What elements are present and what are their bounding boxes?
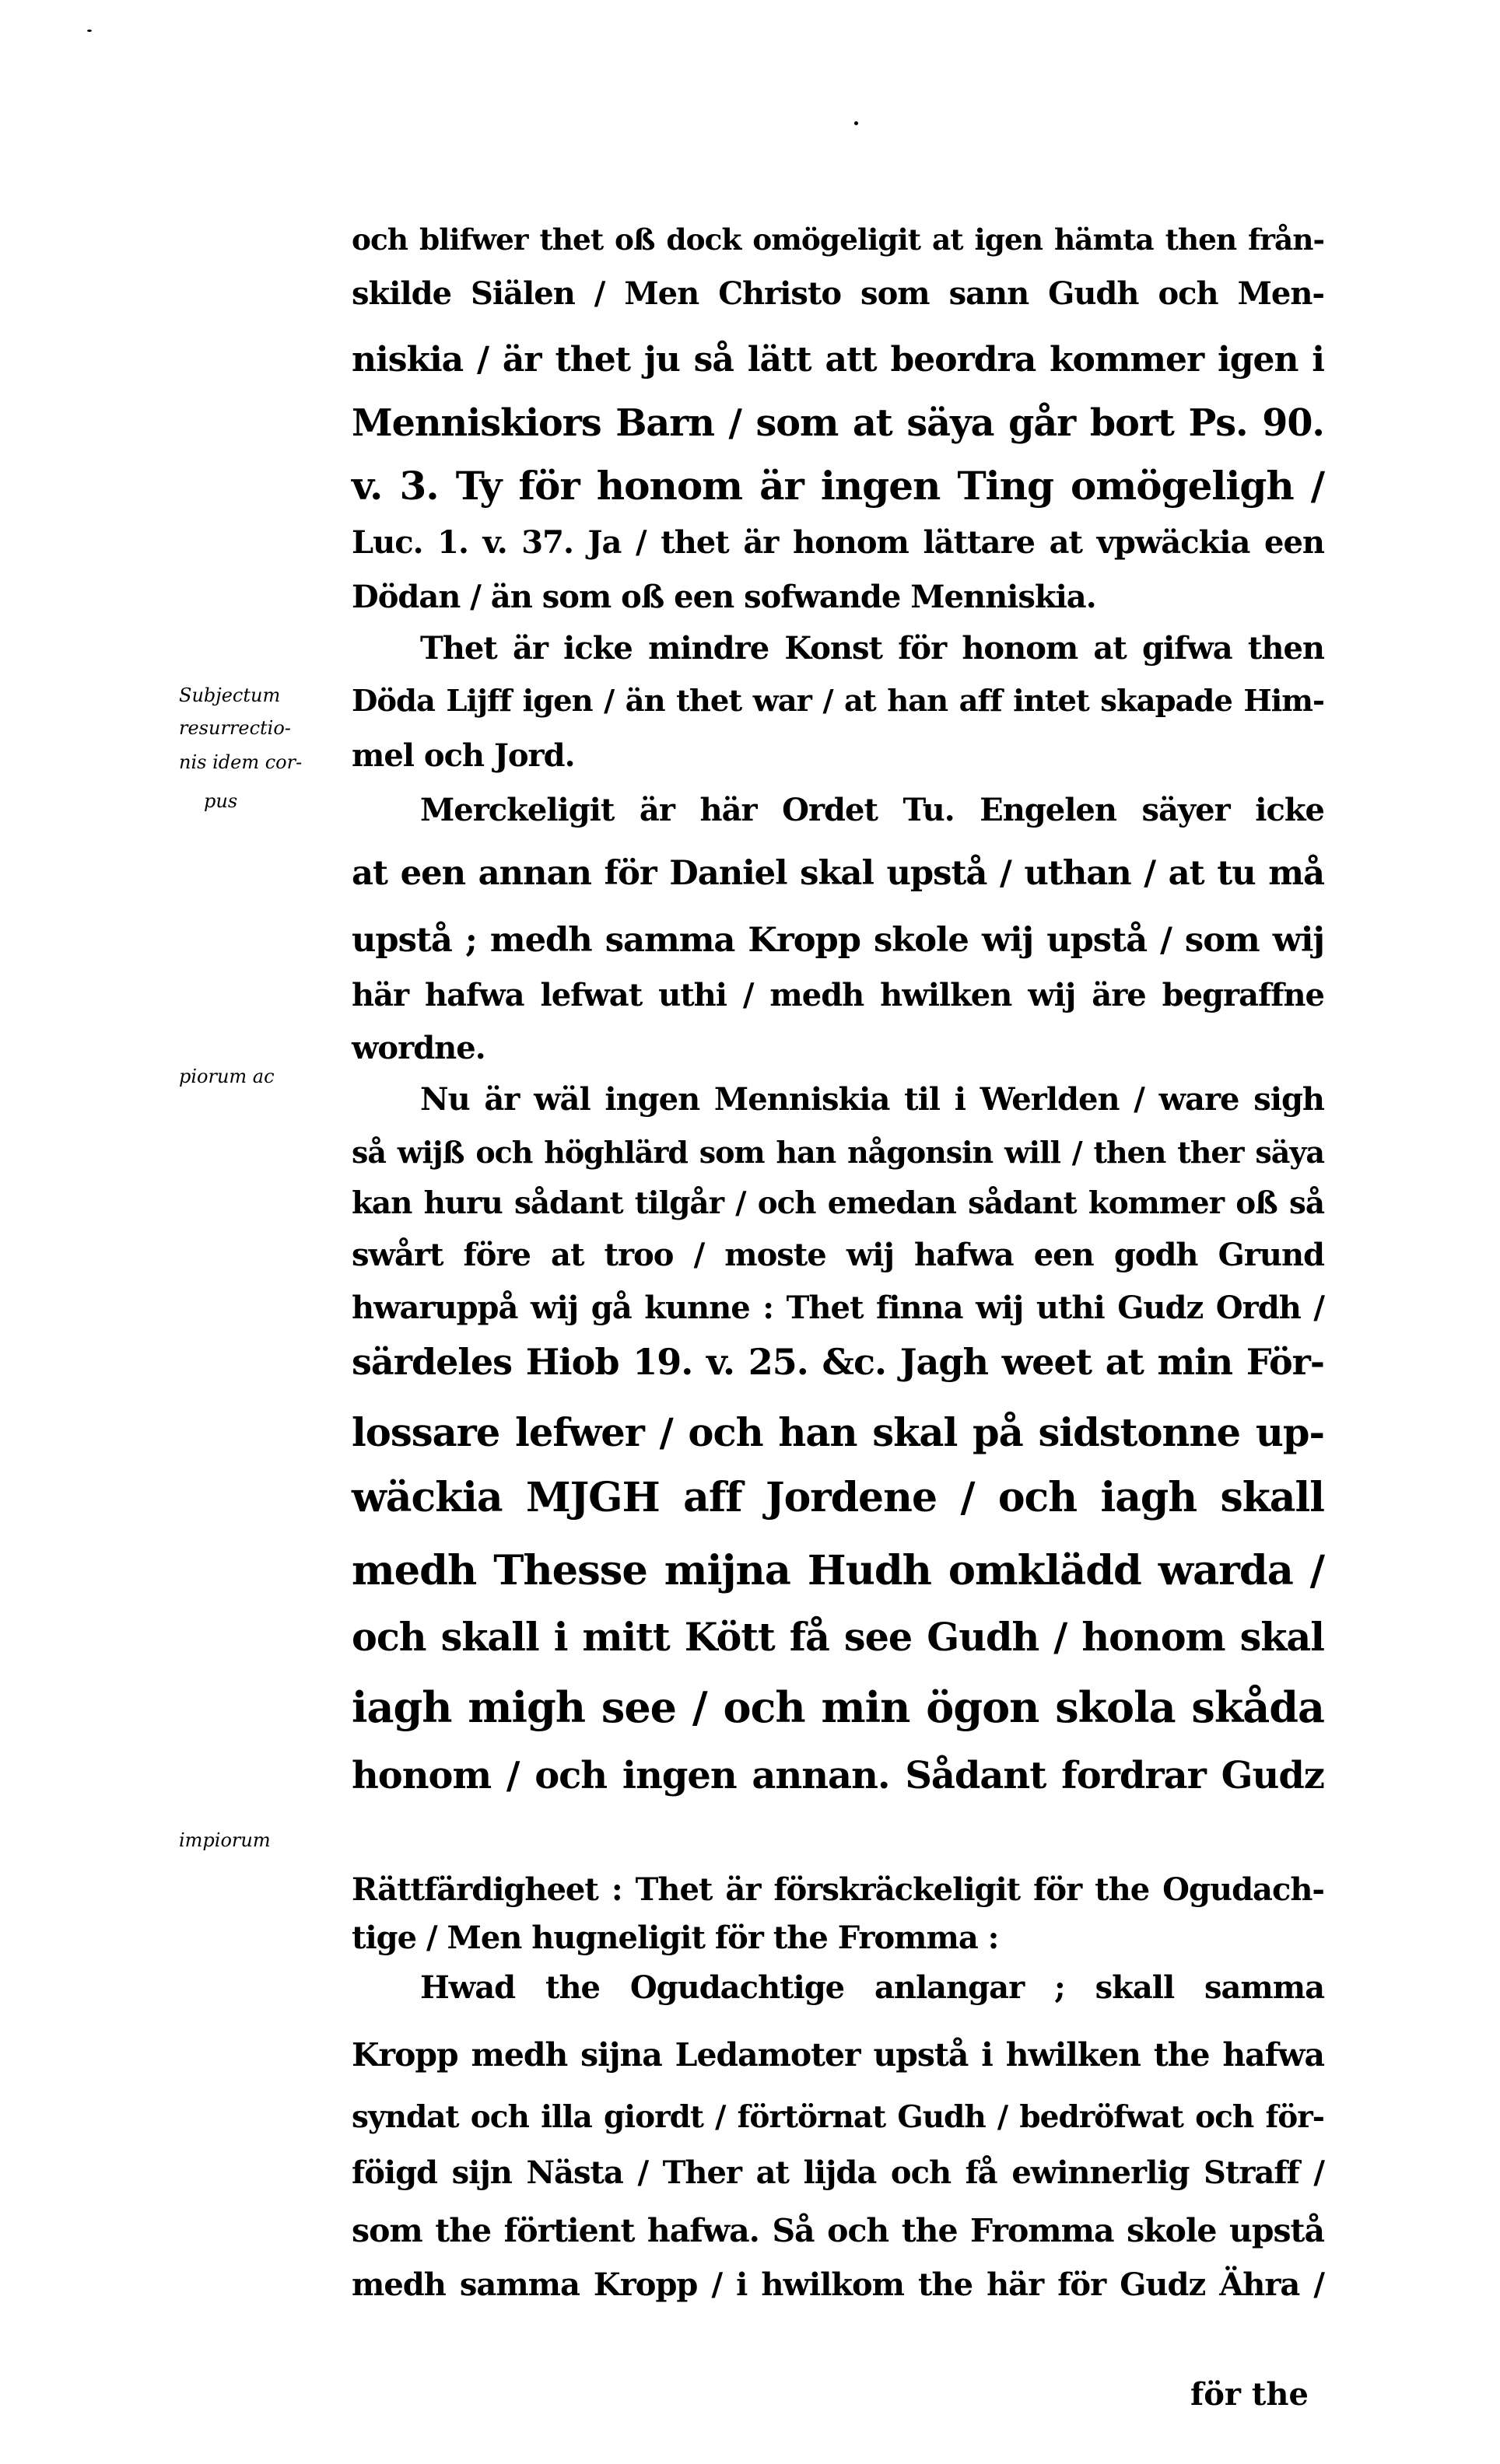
text-line: Nu är wäl ingen Menniskia til i Werlden / ware sigh <box>420 1081 1324 1118</box>
text-line: tige / Men hugneligit för the Fromma : <box>352 1920 999 1956</box>
text-line: Thet är icke mindre Konst för honom at gifwa then <box>420 630 1324 667</box>
text-line: föigd sijn Nästa / Ther at lijda och få ewinnerlig Straff / <box>352 2154 1324 2191</box>
text-line: iagh migh see / och min ögon skola skåda <box>352 1682 1324 1732</box>
text-line: och blifwer thet oß dock omögeligit at igen hämta then från- <box>352 222 1324 257</box>
text-line: Luc. 1. v. 37. Ja / thet är honom lättare at vpwäckia een <box>352 524 1324 561</box>
text-line: at een annan för Daniel skal upstå / uthan / at tu må <box>352 853 1324 893</box>
text-line: wäckia MJGH aff Jordene / och iagh skall <box>352 1474 1324 1521</box>
margin-note: resurrectio- <box>179 717 291 739</box>
text-line: kan huru sådant tilgår / och emedan sådant kommer oß så <box>352 1186 1324 1221</box>
margin-note: pus <box>204 790 238 812</box>
text-line: niskia / är thet ju så lätt att beordra kommer igen i <box>352 340 1324 380</box>
text-line: Döda Lijff igen / än thet war / at han aff intet skapade Him- <box>352 684 1324 719</box>
text-line: honom / och ingen annan. Sådant fordrar Gudz <box>352 1754 1324 1797</box>
text-line: wordne. <box>352 1030 485 1066</box>
text-line: hwaruppå wij gå kunne : Thet finna wij uthi Gudz Ordh / <box>352 1290 1324 1326</box>
text-line: v. 3. Ty för honom är ingen Ting omögeligh / <box>352 463 1324 509</box>
catchword: för the <box>1190 2376 1309 2413</box>
text-line: Merckeligit är här Ordet Tu. Engelen säyer icke <box>420 792 1324 828</box>
text-line: swårt före at troo / moste wij hafwa een godh Grund <box>352 1237 1324 1273</box>
scan-speck <box>87 30 92 32</box>
text-line: särdeles Hiob 19. v. 25. &c. Jagh weet at min För- <box>352 1341 1324 1383</box>
margin-note: impiorum <box>179 1829 271 1851</box>
margin-note: Subjectum <box>179 684 281 706</box>
text-line: upstå ; medh samma Kropp skole wij upstå / som wij <box>352 920 1324 960</box>
text-line: Rättfärdigheet : Thet är förskräckeligit för the Ogudach- <box>352 1871 1324 1908</box>
text-line: mel och Jord. <box>352 737 575 774</box>
margin-note: nis idem cor- <box>179 751 303 773</box>
margin-note: piorum ac <box>179 1066 275 1087</box>
scan-speck <box>854 121 858 125</box>
text-line: som the förtient hafwa. Så och the Fromma skole upstå <box>352 2212 1324 2249</box>
text-line: Menniskiors Barn / som at säya går bort Ps. 90. <box>352 401 1324 445</box>
text-line: Dödan / än som oß een sofwande Menniskia. <box>352 579 1096 615</box>
text-line: Hwad the Ogudachtige anlangar ; skall samma <box>420 1969 1324 2006</box>
text-line: lossare lefwer / och han skal på sidstonne up- <box>352 1409 1324 1455</box>
text-line: syndat och illa giordt / förtörnat Gudh / bedröfwat och för- <box>352 2099 1324 2135</box>
text-line: skilde Siälen / Men Christo som sann Gudh och Men- <box>352 275 1324 312</box>
text-line: så wijß och höghlärd som han någonsin will / then ther säya <box>352 1135 1324 1170</box>
text-line: här hafwa lefwat uthi / medh hwilken wij äre begraffne <box>352 977 1324 1013</box>
text-line: och skall i mitt Kött få see Gudh / honom skal <box>352 1615 1324 1660</box>
text-line: medh Thesse mijna Hudh omklädd warda / <box>352 1547 1324 1594</box>
text-line: Kropp medh sijna Ledamoter upstå i hwilken the hafwa <box>352 2036 1324 2074</box>
text-line: medh samma Kropp / i hwilkom the här för Gudz Ähra / <box>352 2266 1324 2303</box>
